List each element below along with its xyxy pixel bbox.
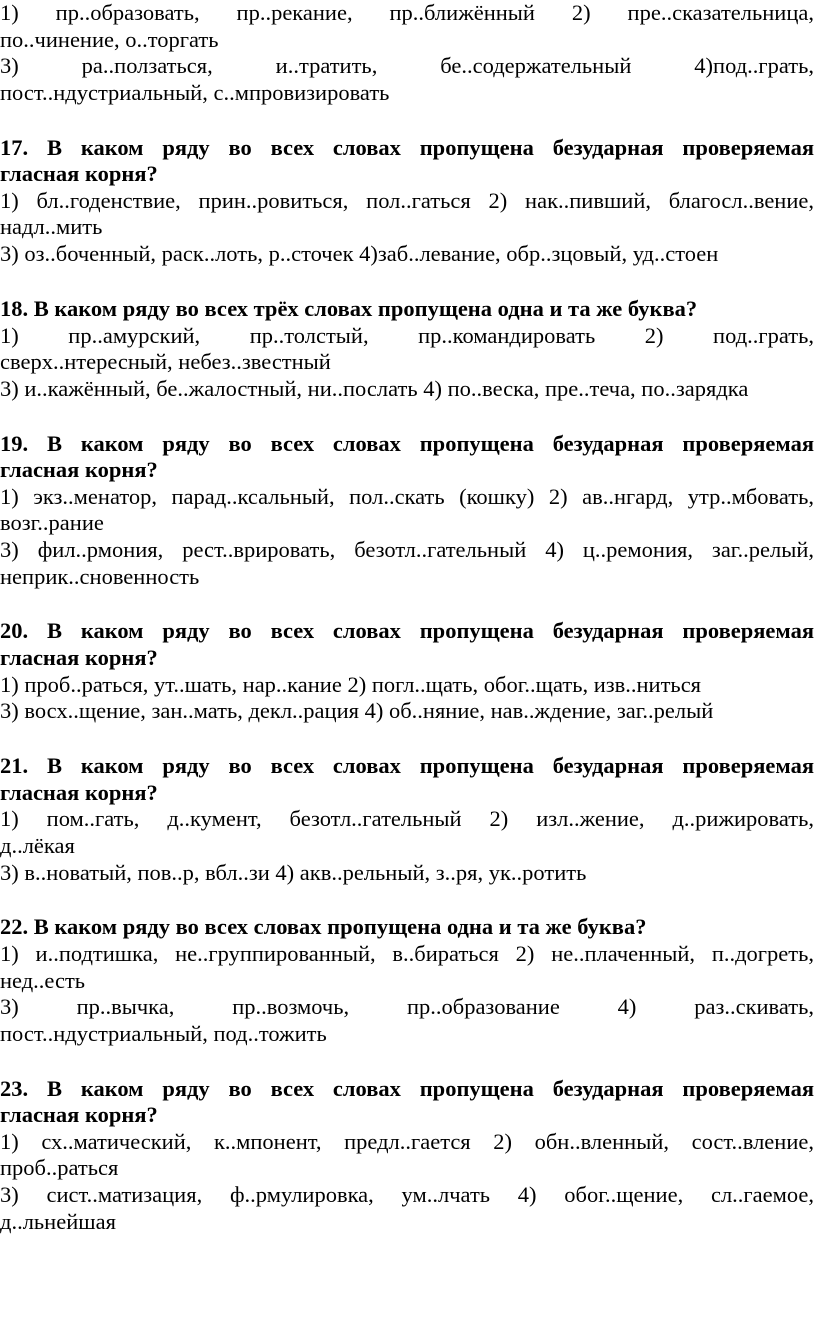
question-text: гласная корня?	[0, 161, 158, 187]
spacer	[0, 402, 814, 430]
question-19	[0, 431, 814, 591]
answer-options: 3) в..новатый, пов..р, вбл..зи 4) акв..рельный, з..ря, ук..ротить	[0, 859, 587, 885]
question-text: гласная корня?	[0, 1102, 158, 1128]
answer-options: 3) и..кажённый, бе..жалостный, ни..послать 4) по..веска, пре..теча, по..зарядка	[0, 375, 749, 401]
answer-options: возг..рание	[0, 510, 104, 536]
answer-options: 1) проб..раться, ут..шать, нар..кание 2) погл..щать, обог..щать, изв..ниться	[0, 671, 702, 697]
question-text: 19. В каком ряду во всех словах пропущена безударная проверяемая	[0, 430, 814, 456]
answer-options: надл..мить	[0, 214, 103, 240]
answer-options: д..лёкая	[0, 832, 75, 858]
question-18	[0, 296, 814, 402]
answer-options: 1) сх..матический, к..мпонент, предл..гается 2) обн..вленный, сост..вление,	[0, 1128, 814, 1154]
question-23	[0, 1076, 814, 1236]
answer-options: 3) оз..боченный, раск..лоть, р..сточек 4)заб..левание, обр..зцовый, уд..стоен	[0, 241, 719, 267]
question-text: гласная корня?	[0, 645, 158, 671]
text-line: 3) ра..ползаться, и..тратить, бе..содержательный 4)под..грать,	[0, 53, 814, 79]
answer-options: нед..есть	[0, 967, 86, 993]
answer-options: 1) пр..амурский, пр..толстый, пр..командировать 2) под..грать,	[0, 322, 814, 348]
answer-options: 1) бл..годенствие, прин..ровиться, пол..гаться 2) нак..пивший, благосл..вение,	[0, 187, 814, 213]
spacer	[0, 590, 814, 618]
text-line: по..чинение, о..торгать	[0, 26, 219, 52]
answer-options: 1) экз..менатор, парад..ксальный, пол..скать (кошку) 2) ав..нгард, утр..мбовать,	[0, 483, 814, 509]
answer-options: 3) пр..вычка, пр..возмочь, пр..образование 4) раз..скивать,	[0, 994, 814, 1020]
answer-options: 1) и..подтишка, не..группированный, в..бираться 2) не..плаченный, п..догреть,	[0, 941, 814, 966]
question-21	[0, 753, 814, 886]
question-text: 20. В каком ряду во всех словах пропущена безударная проверяемая	[0, 618, 814, 644]
spacer	[0, 886, 814, 914]
spacer	[0, 1047, 814, 1075]
answer-options: пост..ндустриальный, под..тожить	[0, 1020, 327, 1046]
question-20	[0, 618, 814, 724]
answer-options: 1) пом..гать, д..кумент, безотл..гательный 2) изл..жение, д..рижировать,	[0, 806, 814, 832]
answer-options: проб..раться	[0, 1155, 119, 1181]
answer-options: сверх..нтересный, небез..звестный	[0, 349, 331, 375]
question-text: 17. В каком ряду во всех словах пропущена безударная проверяемая	[0, 134, 814, 160]
intro-fragment	[0, 0, 814, 106]
text-line: 1) пр..образовать, пр..рекание, пр..ближённый 2) пре..сказательница,	[0, 0, 814, 25]
spacer	[0, 725, 814, 753]
question-text: 21. В каком ряду во всех словах пропущена безударная проверяемая	[0, 753, 814, 779]
question-17	[0, 135, 814, 268]
text-line: пост..ндустриальный, с..мпровизировать	[0, 79, 390, 105]
question-text: гласная корня?	[0, 457, 158, 483]
answer-options: 3) восх..щение, зан..мать, декл..рация 4) об..няние, нав..ждение, заг..релый	[0, 698, 714, 724]
answer-options: 3) фил..рмония, рест..врировать, безотл..гательный 4) ц..ремония, заг..релый,	[0, 536, 814, 562]
spacer	[0, 106, 814, 134]
answer-options: д..льнейшая	[0, 1208, 116, 1234]
spacer	[0, 268, 814, 296]
question-text: 23. В каком ряду во всех словах пропущена безударная проверяемая	[0, 1075, 814, 1101]
question-text: 22. В каком ряду во всех словах пропущена одна и та же буква?	[0, 914, 647, 940]
answer-options: 3) сист..матизация, ф..рмулировка, ум..лчать 4) обог..щение, сл..гаемое,	[0, 1182, 814, 1208]
question-text: гласная корня?	[0, 779, 158, 805]
answer-options: неприк..сновенность	[0, 563, 200, 589]
question-22	[0, 914, 814, 1047]
question-text: 18. В каком ряду во всех трёх словах пропущена одна и та же буква?	[0, 295, 698, 321]
